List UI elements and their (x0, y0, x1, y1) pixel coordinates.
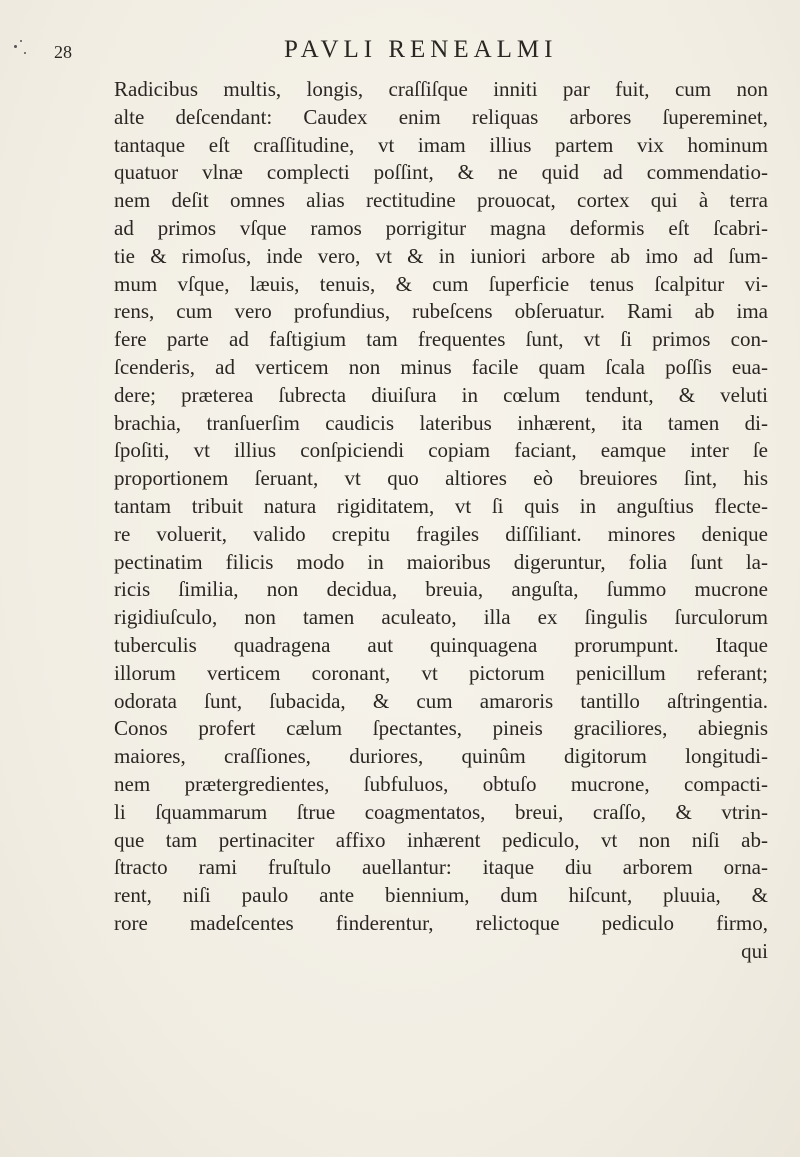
text-line: mum vſque, læuis, tenuis, & cum ſuperficie tenus ſcalpitur vi- (114, 271, 768, 296)
text-line: tie & rimoſus, inde vero, vt & in iuniori arbore ab imo ad ſum- (114, 243, 768, 268)
text-line: que tam pertinaciter affixo inhærent pediculo, vt non niſi ab- (114, 827, 768, 852)
text-line: dere; præterea ſubrecta diuiſura in cœlum tendunt, & veluti (114, 382, 768, 407)
text-line: proportionem ſeruant, vt quo altiores eò breuiores ſint, his (114, 466, 768, 491)
text-line: rens, cum vero profundius, rubeſcens obſeruatur. Rami ab ima (114, 299, 768, 324)
page-number: 28 (54, 42, 72, 62)
text-line: Conos profert cælum ſpectantes, pineis graciliores, abiegnis (114, 716, 768, 741)
text-line: rigidiuſculo, non tamen aculeato, illa ex ſingulis ſurculorum (114, 605, 768, 630)
text-line: nem deſit omnes alias rectitudine prouocat, cortex qui à terra (114, 188, 768, 213)
text-line: li ſquammarum ſtrue coagmentatos, breui, craſſo, & vtrin- (114, 799, 768, 824)
text-line: Radicibus multis, longis, craſſiſque inniti par fuit, cum non (114, 77, 768, 101)
text-line: tantam tribuit natura rigiditatem, vt ſi quis in anguſtius flecte- (114, 493, 768, 518)
text-line: rore madeſcentes finderentur, relictoque pediculo firmo, (114, 910, 768, 935)
text-line: odorata ſunt, ſubacida, & cum amaroris tantillo aſtringentia. (114, 688, 768, 713)
text-line: illorum verticem coronant, vt pictorum penicillum referant; (114, 660, 768, 685)
text-line: re voluerit, valido crepitu fragiles diſſiliant. minores denique (114, 521, 768, 546)
text-line: tuberculis quadragena aut quinquagena prorumpunt. Itaque (114, 632, 768, 657)
text-line: nem prætergredientes, ſubfuluos, obtuſo mucrone, compacti- (114, 771, 768, 796)
text-line: ſpoſiti, vt illius conſpiciendi copiam faciant, eamque inter ſe (114, 438, 768, 463)
text-line: ſcenderis, ad verticem non minus facile quam ſcala poſſis eua- (114, 354, 768, 379)
text-line: ad primos vſque ramos porrigitur magna deformis eſt ſcabri- (114, 215, 768, 240)
catchword: qui (741, 938, 768, 963)
text-line: brachia, tranſuerſim caudicis lateribus inhærent, ita tamen di- (114, 410, 768, 435)
text-line: pectinatim filicis modo in maioribus digeruntur, folia ſunt la- (114, 549, 768, 574)
body-text (114, 76, 768, 966)
text-line: alte deſcendant: Caudex enim reliquas arbores ſupereminet, (114, 104, 768, 129)
text-line: quatuor vlnæ complecti poſſint, & ne quid ad commendatio- (114, 160, 768, 185)
text-line: maiores, craſſiones, duriores, quinûm digitorum longitudi- (114, 744, 768, 769)
text-line: rent, niſi paulo ante biennium, dum hiſcunt, pluuia, & (114, 883, 768, 908)
text-line: tantaque eſt craſſitudine, vt imam illius partem vix hominum (114, 132, 768, 157)
text-line: fere parte ad faſtigium tam frequentes ſunt, vt ſi primos con- (114, 327, 768, 352)
running-head: PAVLI RENEALMI (284, 36, 558, 63)
text-line: ſtracto rami fruſtulo auellantur: itaque diu arborem orna- (114, 855, 768, 880)
text-line: ricis ſimilia, non decidua, breuia, anguſta, ſummo mucrone (114, 577, 768, 602)
